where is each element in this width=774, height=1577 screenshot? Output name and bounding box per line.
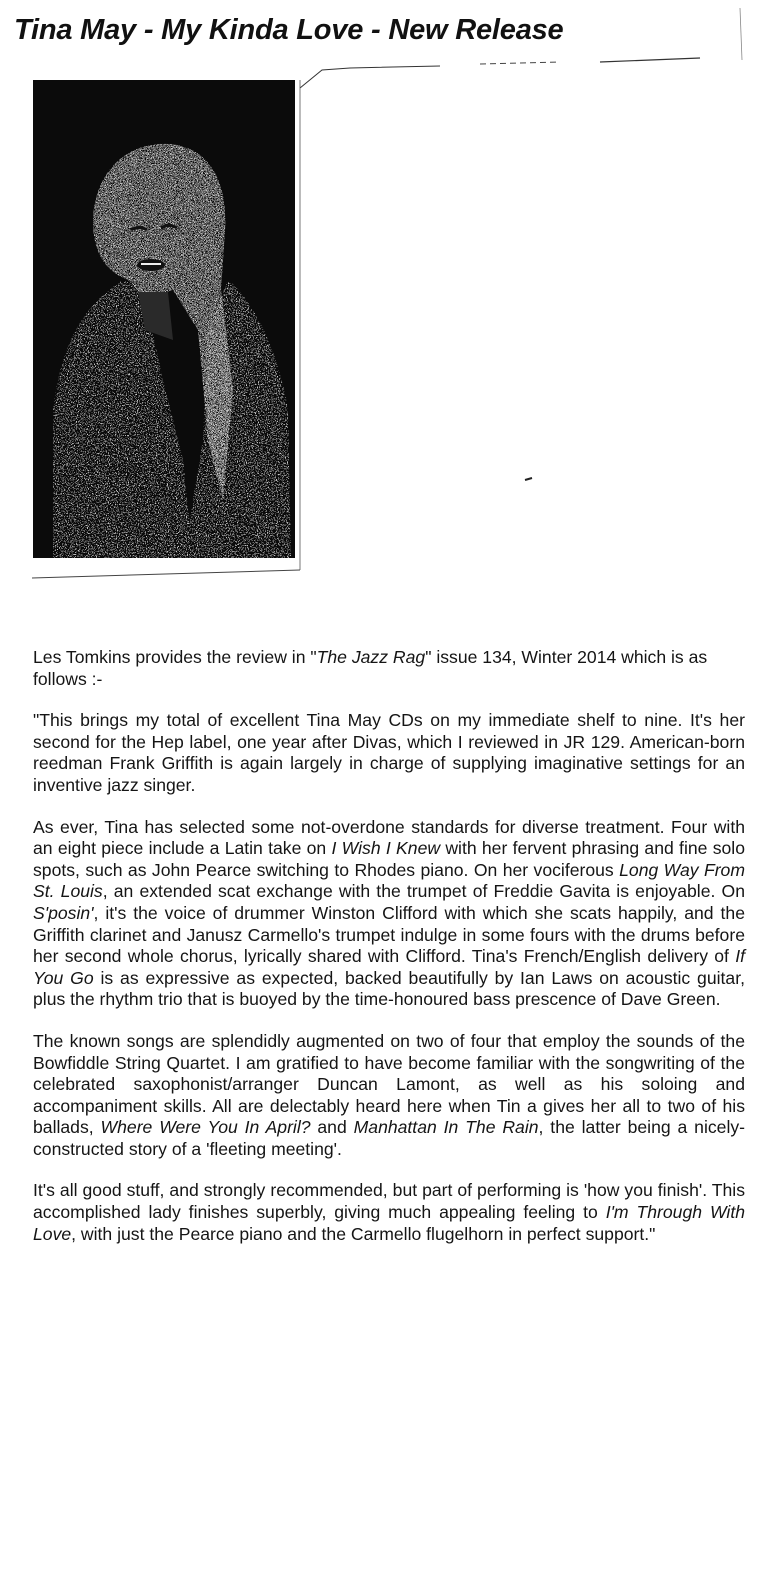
song-title: Where Were You In April?: [100, 1117, 311, 1138]
review-paragraph: It's all good stuff, and strongly recommended, but part of performing is 'how you finish'. This accomplished lady finishes superbly, giving much appealing feeling to I'm Through With Love, with just the Pearce piano and the Carmello flugelhorn in perfect support.": [33, 1180, 745, 1244]
review-paragraph: "This brings my total of excellent Tina May CDs on my immediate shelf to nine. It's her second for the Hep label, one year after Divas, which I reviewed in JR 129. American-born reedman Frank Griffith is again largely in charge of supplying imaginative settings for an inventive jazz singer.: [33, 710, 745, 795]
artist-photo-image: [33, 80, 295, 558]
review-intro: Les Tomkins provides the review in "The Jazz Rag" issue 134, Winter 2014 which is as follows :-: [33, 647, 708, 689]
artist-photo: [33, 80, 295, 558]
song-title: S'posin': [33, 902, 94, 923]
publication-title: The Jazz Rag: [316, 647, 426, 667]
song-title: I'm Through With Love: [33, 1202, 745, 1244]
review-paragraph: As ever, Tina has selected some not-overdone standards for diverse treatment. Four with an eight piece include a Latin take on I Wish I Knew with her fervent phrasing and fine solo spots, such as John Pearce switching to Rhodes piano. On her vociferous Long Way From St. Louis, an extended scat exchange with the trumpet of Freddie Gavita is enjoyable. On S'posin', it's the voice of drummer Winston Clifford with which she scats happily, and the Griffith clarinet and Janusz Carmello's trumpet indulge in some fours with the drums before her second whole chorus, lyrically shared with Clifford. Tina's French/English delivery of If You Go is as expressive as expected, backed beautifully by Ian Laws on acoustic guitar, plus the rhythm trio that is buoyed by the time-honoured bass prescence of Dave Green.: [33, 816, 745, 1010]
song-title: Long Way From St. Louis: [33, 859, 745, 902]
song-title: If You Go: [33, 946, 745, 988]
review-text: [33, 647, 745, 1265]
song-title: Manhattan In The Rain: [353, 1117, 539, 1138]
page-title: Tina May - My Kinda Love - New Release: [14, 14, 564, 46]
review-paragraph: The known songs are splendidly augmented on two of four that employ the sounds of the Bowfiddle String Quartet. I am gratified to have become familiar with the songwriting of the celebrated saxophonist/arranger Duncan Lamont, as well as his soloing and accompaniment skills. All are delectably heard here when Tin a gives her all to two of his ballads, Where Were You In April? and Manhattan In The Rain, the latter being a nicely-constructed story of a 'fleeting meeting'.: [33, 1030, 746, 1159]
song-title: I Wish I Knew: [331, 838, 441, 859]
